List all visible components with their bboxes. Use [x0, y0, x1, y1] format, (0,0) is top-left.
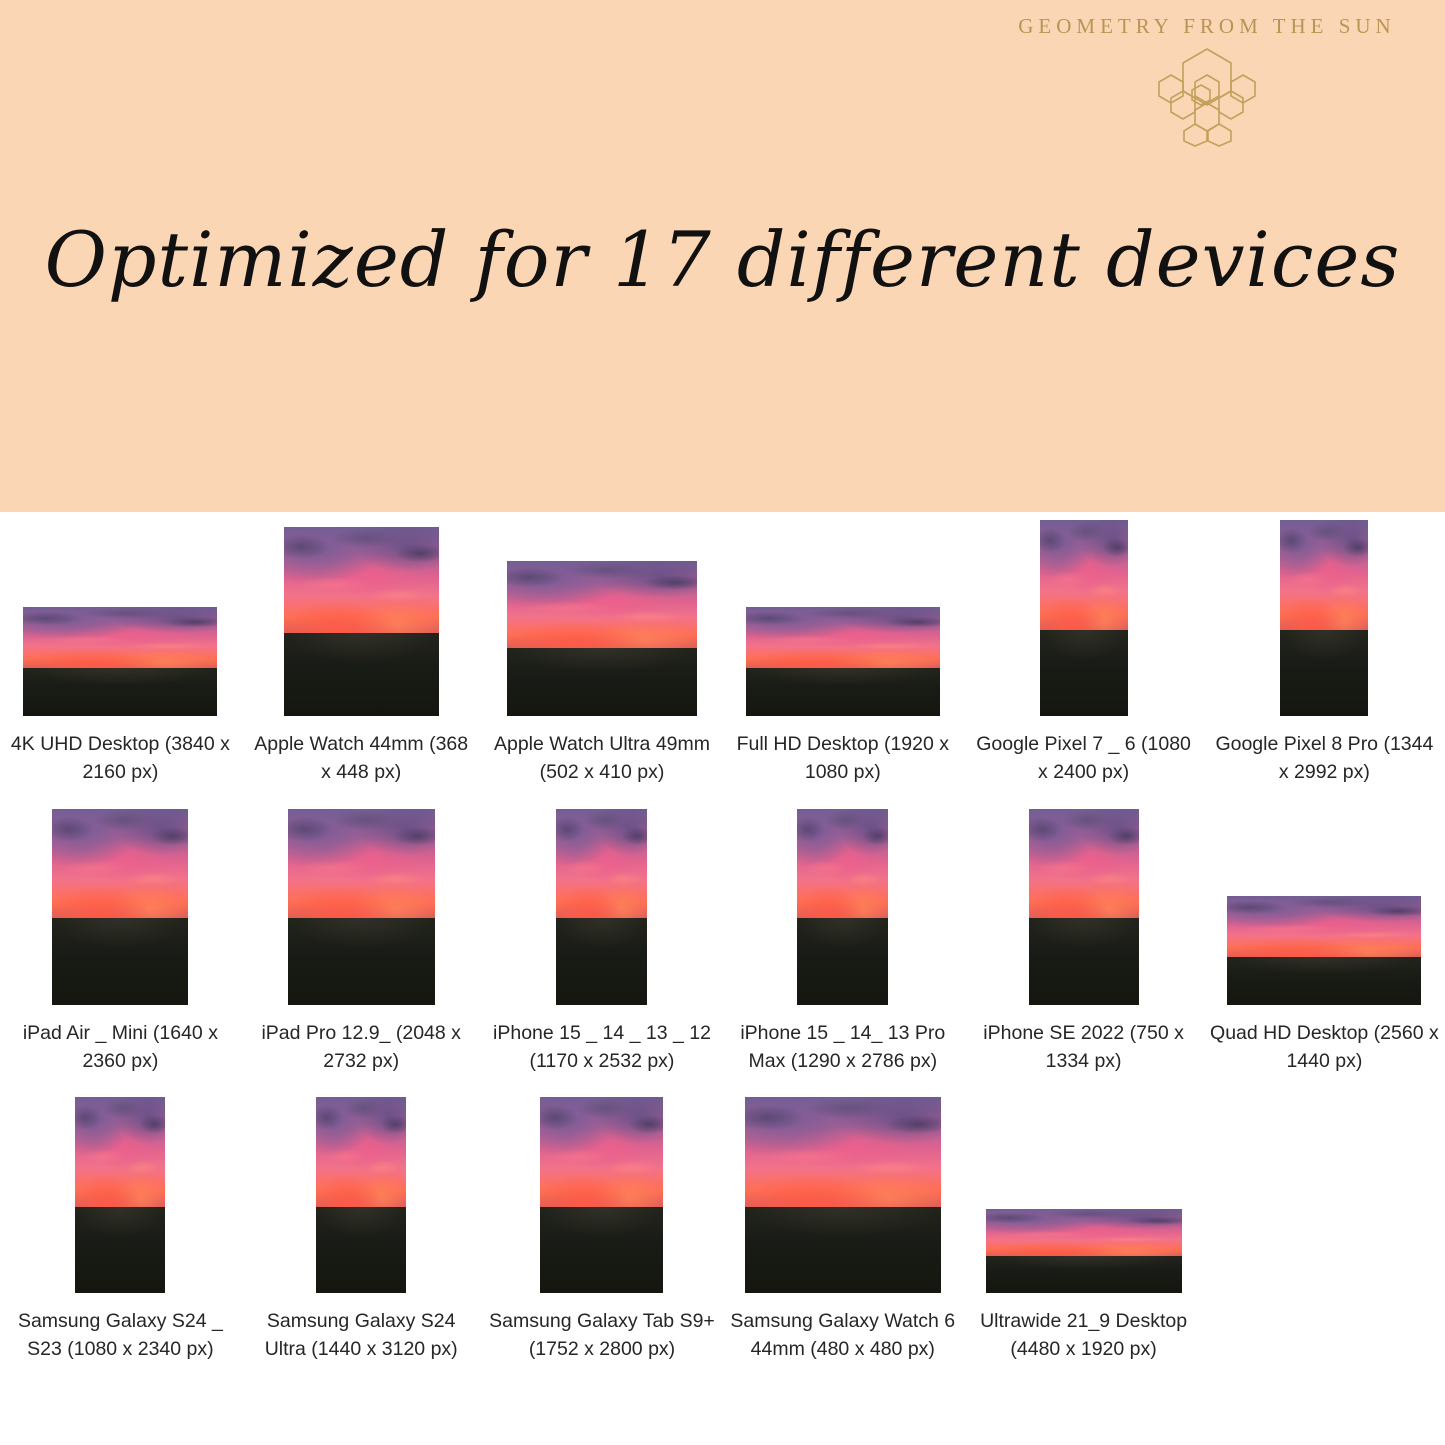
- thumbnail-box: [488, 1097, 717, 1293]
- sunset-thumbnail: [797, 809, 888, 1005]
- sunset-thumbnail: [1040, 520, 1128, 716]
- brand-name: GEOMETRY FROM THE SUN: [1018, 14, 1396, 38]
- device-card-iphone-15-14-13-pro-max: [722, 809, 963, 1076]
- device-card-apple-watch-ultra-49mm: [482, 520, 723, 787]
- sunset-thumbnail: [52, 809, 188, 1005]
- grid-row: [0, 1097, 1445, 1364]
- hexagon-cluster-logo-icon: [997, 45, 1417, 149]
- sunset-thumbnail: [507, 561, 697, 716]
- sunset-thumbnail: [986, 1209, 1182, 1293]
- device-card-full-hd-desktop: [722, 520, 963, 787]
- device-caption: iPhone SE 2022 (750 x 1334 px): [983, 1021, 1184, 1072]
- device-card-samsung-galaxy-s24-ultra: [241, 1097, 482, 1364]
- device-card-apple-watch-44mm: [241, 520, 482, 787]
- grid-row: [0, 809, 1445, 1076]
- sunset-thumbnail: [284, 527, 439, 716]
- sunset-thumbnail: [745, 1097, 941, 1293]
- device-caption: Samsung Galaxy Tab S9+ (1752 x 2800 px): [489, 1310, 715, 1361]
- grid-spacer: [1204, 1097, 1445, 1364]
- device-preview-grid: [0, 520, 1445, 1364]
- thumbnail-box: [728, 1097, 957, 1293]
- thumbnail-box: [6, 809, 235, 1005]
- device-caption: iPhone 15 _ 14_ 13 Pro Max (1290 x 2786 px): [740, 1021, 946, 1072]
- device-caption: Apple Watch 44mm (368 x 448 px): [254, 733, 469, 784]
- device-caption: Samsung Galaxy Watch 6 44mm (480 x 480 px): [730, 1310, 956, 1361]
- device-card-google-pixel-7-6: [963, 520, 1204, 787]
- device-caption: Google Pixel 7 _ 6 (1080 x 2400 px): [976, 733, 1191, 784]
- device-caption: iPad Pro 12.9_ (2048 x 2732 px): [261, 1021, 461, 1072]
- device-card-ultrawide-21-9-desktop: [963, 1097, 1204, 1364]
- thumbnail-box: [1210, 520, 1439, 716]
- device-card-quad-hd-desktop: [1204, 809, 1445, 1076]
- thumbnail-box: [6, 520, 235, 716]
- device-caption: Quad HD Desktop (2560 x 1440 px): [1210, 1021, 1439, 1072]
- sunset-thumbnail: [1227, 896, 1421, 1005]
- sunset-thumbnail: [288, 809, 435, 1005]
- thumbnail-box: [488, 809, 717, 1005]
- device-caption: Samsung Galaxy S24 Ultra (1440 x 3120 px): [264, 1310, 458, 1361]
- thumbnail-box: [728, 520, 957, 716]
- device-card-ipad-pro-12-9: [241, 809, 482, 1076]
- device-card-4k-uhd-desktop: [0, 520, 241, 787]
- device-card-samsung-galaxy-watch-6-44mm: [722, 1097, 963, 1364]
- thumbnail-box: [969, 520, 1198, 716]
- sunset-thumbnail: [556, 809, 647, 1005]
- thumbnail-box: [969, 809, 1198, 1005]
- sunset-thumbnail: [316, 1097, 406, 1293]
- device-card-ipad-air-mini: [0, 809, 241, 1076]
- sunset-thumbnail: [75, 1097, 165, 1293]
- thumbnail-box: [247, 520, 476, 716]
- device-caption: Ultrawide 21_9 Desktop (4480 x 1920 px): [980, 1310, 1188, 1361]
- device-card-google-pixel-8-pro: [1204, 520, 1445, 787]
- header-banner: [0, 0, 1445, 512]
- device-caption: 4K UHD Desktop (3840 x 2160 px): [10, 733, 230, 784]
- thumbnail-box: [247, 809, 476, 1005]
- device-card-iphone-se-2022: [963, 809, 1204, 1076]
- device-caption: Full HD Desktop (1920 x 1080 px): [736, 733, 949, 784]
- device-card-iphone-15-14-13-12: [482, 809, 723, 1076]
- thumbnail-box: [247, 1097, 476, 1293]
- sunset-thumbnail: [1280, 520, 1368, 716]
- page-title: Optimized for 17 different devices: [44, 215, 1401, 304]
- sunset-thumbnail: [1029, 809, 1139, 1005]
- device-card-samsung-galaxy-s24-s23: [0, 1097, 241, 1364]
- thumbnail-box: [6, 1097, 235, 1293]
- device-card-samsung-galaxy-tab-s9-plus: [482, 1097, 723, 1364]
- device-caption: Samsung Galaxy S24 _ S23 (1080 x 2340 px): [17, 1310, 223, 1361]
- thumbnail-box: [969, 1097, 1198, 1293]
- sunset-thumbnail: [746, 607, 940, 716]
- sunset-thumbnail: [23, 607, 217, 716]
- device-caption: Google Pixel 8 Pro (1344 x 2992 px): [1215, 733, 1434, 784]
- grid-row: [0, 520, 1445, 787]
- thumbnail-box: [728, 809, 957, 1005]
- device-caption: Apple Watch Ultra 49mm (502 x 410 px): [493, 733, 710, 784]
- thumbnail-box: [488, 520, 717, 716]
- device-caption: iPad Air _ Mini (1640 x 2360 px): [22, 1021, 218, 1072]
- device-caption: iPhone 15 _ 14 _ 13 _ 12 (1170 x 2532 px): [493, 1021, 711, 1072]
- thumbnail-box: [1210, 809, 1439, 1005]
- sunset-thumbnail: [540, 1097, 663, 1293]
- brand-block: [997, 14, 1417, 149]
